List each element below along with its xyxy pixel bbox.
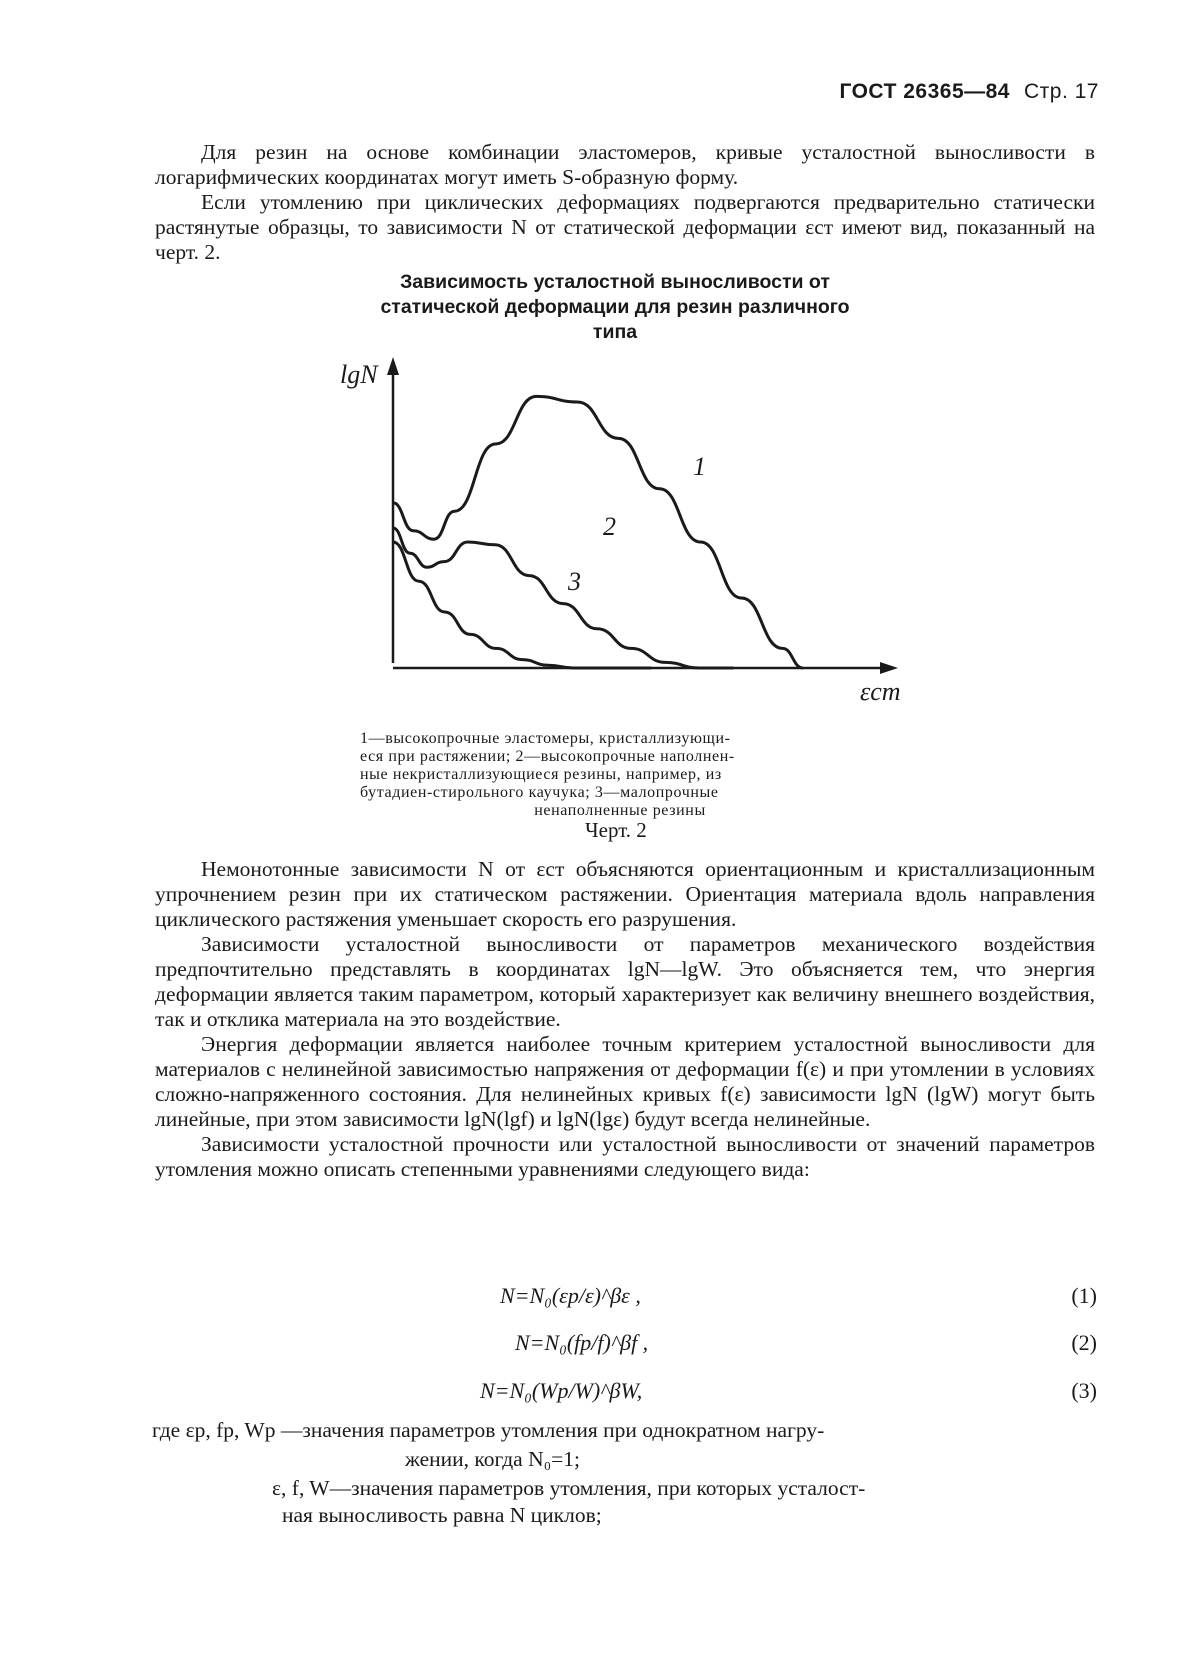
legend-line: ненаполненные резины (534, 802, 706, 819)
where-line: где εp, fp, Wp —значения параметров утомления при однократном нагру- (152, 1418, 825, 1442)
y-axis-label: lgN (340, 360, 378, 389)
where-line: ная выносливость равна N циклов; (282, 1503, 602, 1527)
series-line-1 (393, 396, 803, 668)
where-line: ε, f, W—значения параметров утомления, при которых усталост- (272, 1476, 866, 1500)
series-label-2: 2 (603, 512, 616, 541)
series-label-1: 1 (693, 452, 706, 481)
chart-title-line: Зависимость усталостной выносливости от (400, 271, 830, 293)
intro-paragraph: Для резин на основе комбинации эластомеров, кривые усталостной выносливости в логарифмических координатах могут иметь S-образную форму. (155, 140, 1095, 189)
series-line-2 (393, 528, 733, 668)
body-paragraph: Немонотонные зависимости N от εст объясняются ориентационным и кристаллизационным упрочнением резин при их статическом растяжении. Ориентация материала вдоль направления циклического растяжения уменьшает скорость его разрушения. (155, 857, 1095, 931)
body-paragraph: Зависимости усталостной выносливости от параметров механического воздействия предпочтительно представлять в координатах lgN—lgW. Это объясняется тем, что энергия деформации является таким параметром, который характеризует как величину внешнего воздействия, так и отклика материала на это воздействие. (155, 932, 1095, 1031)
equation-number: (3) (1071, 1378, 1097, 1403)
page-number: Стр. 17 (1024, 80, 1099, 103)
body-paragraph: Зависимости усталостной прочности или усталостной выносливости от значений параметров утомления можно описать степенными уравнениями следующего вида: (155, 1132, 1095, 1181)
intro-paragraph: Если утомлению при циклических деформациях подвергаются предварительно статически растянутые образцы, то зависимости N от статической деформации εст имеют вид, показанный на черт. 2. (155, 190, 1095, 264)
chart-caption: Черт. 2 (585, 818, 647, 842)
equation-2: N=N₀(fp/f)^βf , (515, 1330, 649, 1355)
equation-number: (2) (1071, 1330, 1097, 1355)
x-axis-arrow (880, 662, 898, 674)
legend-line: еся при растяжении; 2—высокопрочные наполнен- (360, 748, 735, 765)
series-line-3 (393, 542, 651, 668)
x-axis-label: εст (860, 677, 901, 706)
legend-line: ные некристаллизующиеся резины, например, из (360, 766, 722, 783)
legend-line: 1—высокопрочные эластомеры, кристаллизующи- (360, 730, 731, 747)
equation-number: (1) (1071, 1283, 1097, 1308)
legend-line: бутадиен-стирольного каучука; 3—малопрочные (360, 784, 719, 801)
intro-text (155, 140, 1095, 265)
page-header (839, 80, 1099, 104)
body-paragraph: Энергия деформации является наиболее точным критерием усталостной выносливости для материалов с нелинейной зависимостью напряжения от деформации f(ε) и при утомлении в условиях сложно-напряженного состояния. Для нелинейных кривых f(ε) зависимости lgN (lgW) могут быть линейные, при этом зависимости lgN(lgf) и lgN(lgε) будут всегда нелинейные. (155, 1032, 1095, 1131)
fatigue-chart (320, 355, 920, 715)
y-axis-arrow (387, 357, 399, 375)
equation-1: N=N₀(εp/ε)^βε , (500, 1283, 641, 1308)
body-text (155, 857, 1095, 1182)
equation-3: N=N₀(Wp/W)^βW, (480, 1378, 643, 1403)
where-line: жении, когда N₀=1; (405, 1447, 580, 1471)
chart-title (320, 270, 910, 345)
chart-title-line: типа (592, 321, 638, 343)
chart-legend (360, 730, 880, 820)
series-label-3: 3 (568, 567, 581, 596)
chart-title-line: статической деформации для резин различного (380, 296, 850, 318)
doc-number: ГОСТ 26365—84 (839, 80, 1010, 103)
